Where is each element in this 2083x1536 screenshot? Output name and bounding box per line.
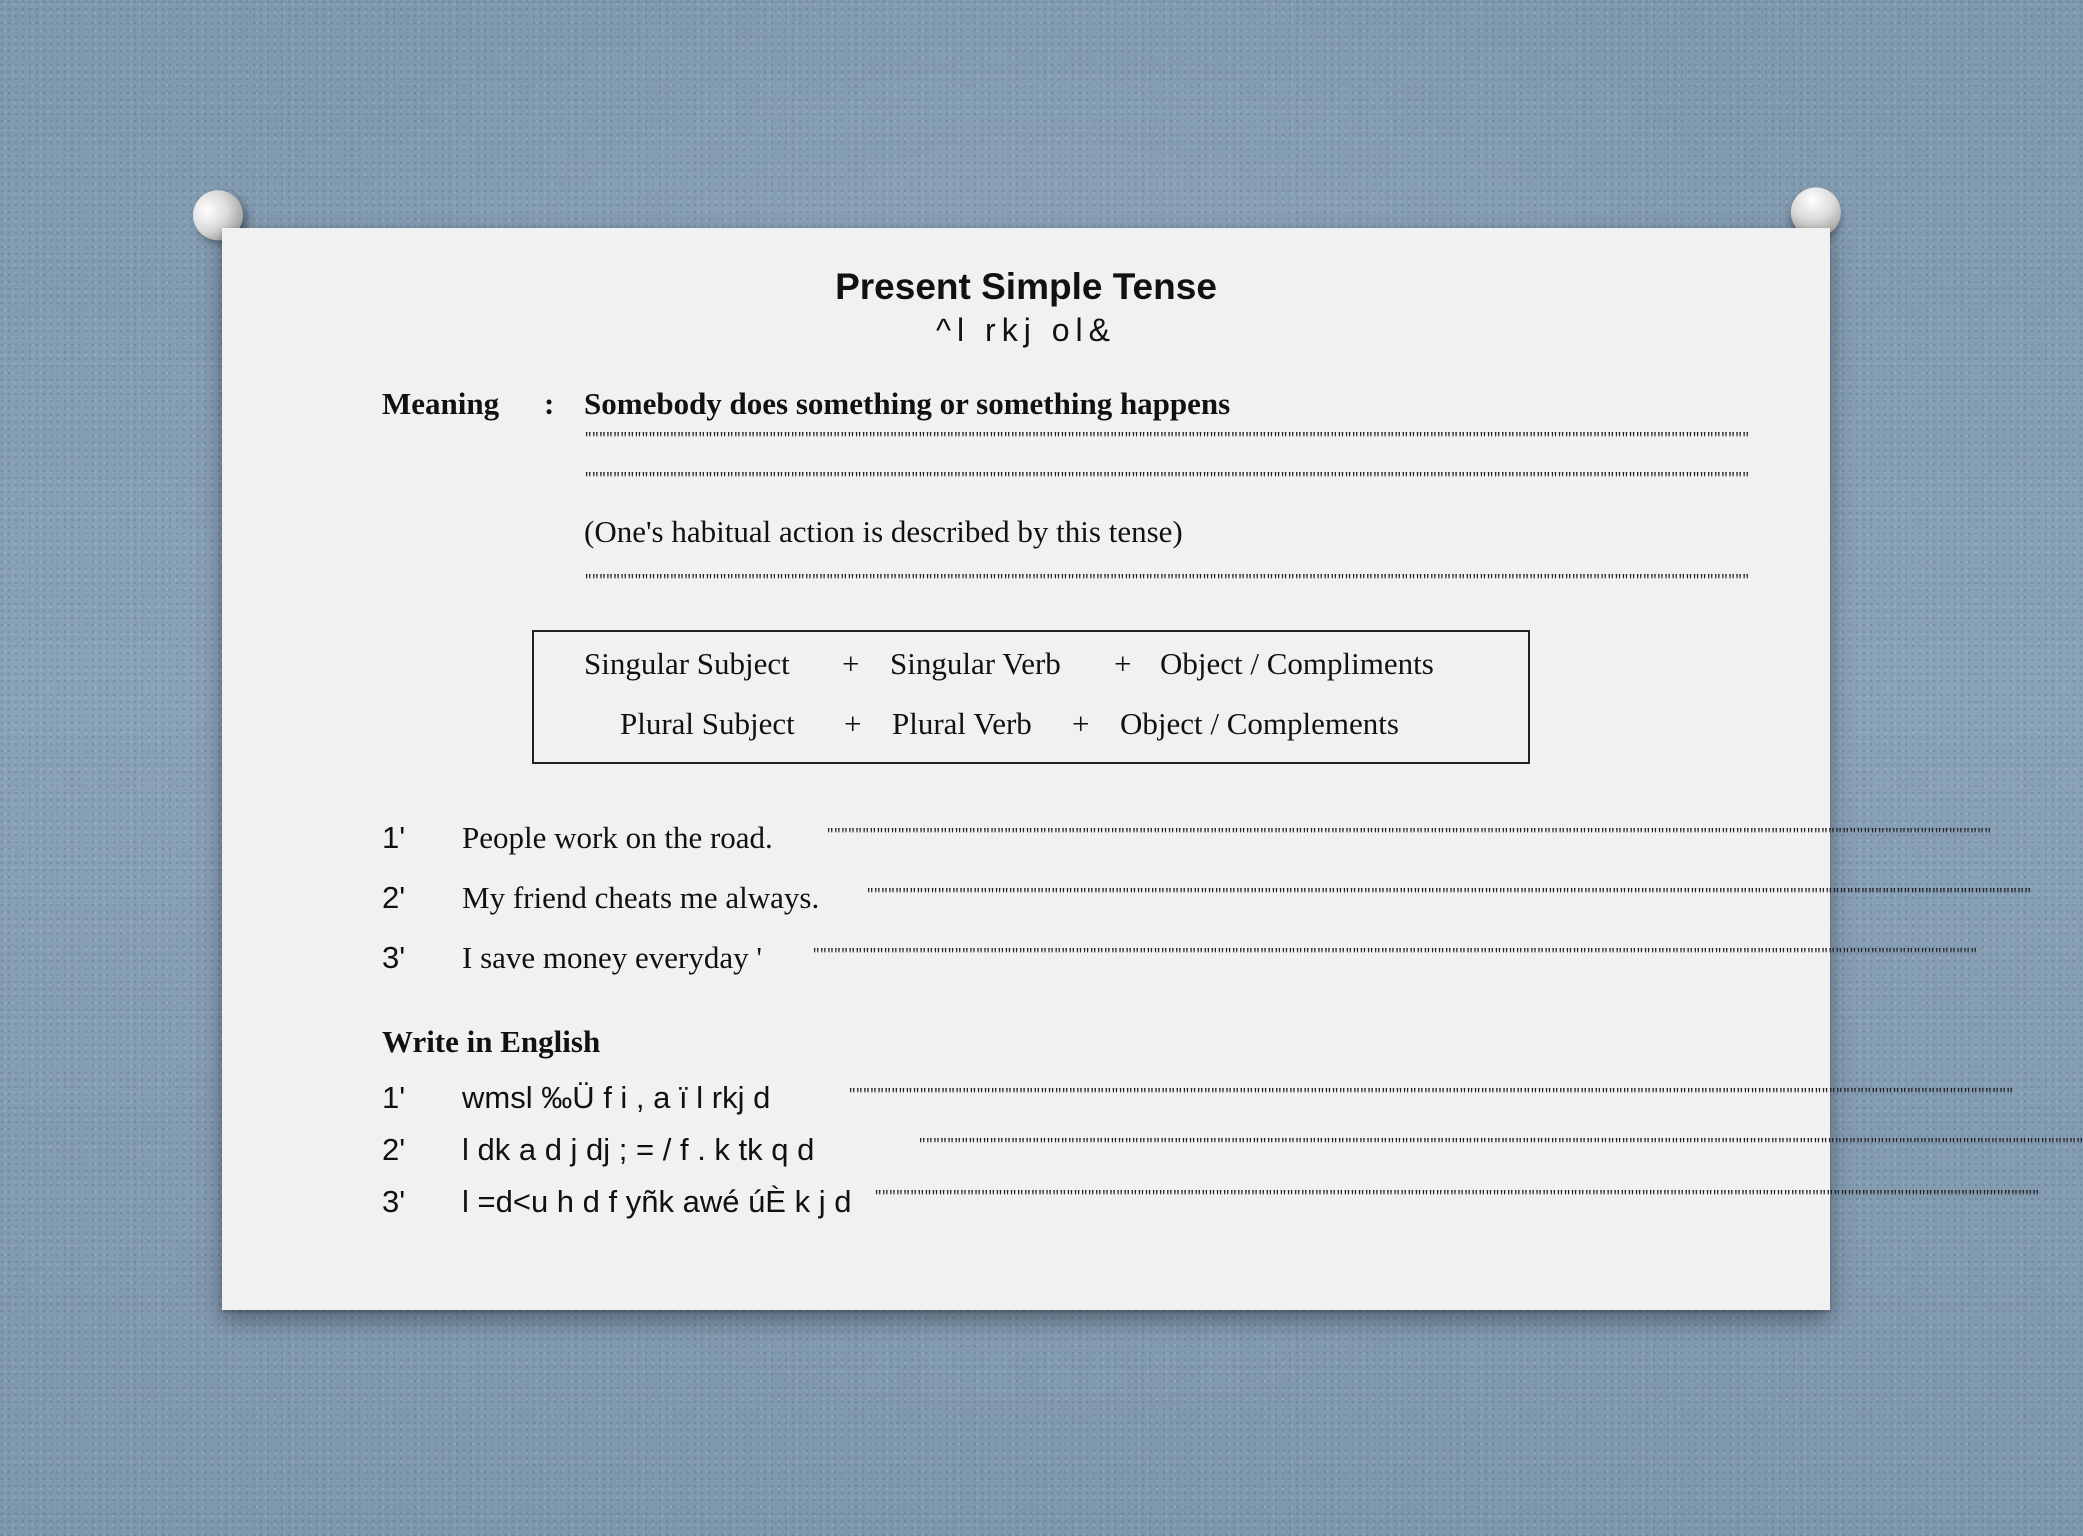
write-item-text: l =d<u h d f yñk awé úÈ k j d: [462, 1184, 852, 1219]
formula-plural-verb: Plural Verb: [892, 706, 1032, 741]
worksheet-paper: [222, 228, 2083, 1310]
answer-blank-line[interactable]: """""""""""""""""""""""""""""""""""""""""""""""""""""""""""""""""""""""""""""""""""""""""""""""""""""""""""""""""""""""""""""""""""""""""""""""""""""""""""""""""""": [918, 1137, 2083, 1153]
page-subtitle: ^l rkj ol&: [936, 312, 1116, 348]
example-number: 2': [382, 880, 406, 915]
meaning-colon: :: [544, 386, 555, 421]
example-sentence: I save money everyday ': [462, 940, 762, 975]
page-title: Present Simple Tense: [835, 266, 1217, 307]
write-heading: Write in English: [382, 1024, 601, 1059]
write-item-number: 1': [382, 1080, 406, 1115]
answer-blank-line[interactable]: """""""""""""""""""""""""""""""""""""""""""""""""""""""""""""""""""""""""""""""""""""""""""""""""""""""""""""""""""""""""""""""""""""""""""""""""""""""""""""""""""": [584, 573, 1749, 589]
answer-blank-line[interactable]: """""""""""""""""""""""""""""""""""""""""""""""""""""""""""""""""""""""""""""""""""""""""""""""""""""""""""""""""""""""""""""""""""""""""""""""""""""""""""""""""""": [584, 431, 1749, 447]
example-sentence: My friend cheats me always.: [462, 880, 820, 915]
formula-plus: +: [1072, 706, 1090, 741]
example-number: 3': [382, 940, 406, 975]
write-item-number: 2': [382, 1132, 406, 1167]
meaning-note: (One's habitual action is described by this tense): [584, 514, 1183, 549]
formula-plus: +: [1114, 646, 1132, 681]
answer-blank-line[interactable]: """""""""""""""""""""""""""""""""""""""""""""""""""""""""""""""""""""""""""""""""""""""""""""""""""""""""""""""""""""""""""""""""""""""""""""""""""""""""""""""""""": [848, 1087, 2013, 1103]
answer-blank-line[interactable]: """""""""""""""""""""""""""""""""""""""""""""""""""""""""""""""""""""""""""""""""""""""""""""""""""""""""""""""""""""""""""""""""""""""""""""""""""""""""""""""""""": [826, 827, 1991, 843]
example-number: 1': [382, 820, 406, 855]
formula-plural-subject: Plural Subject: [620, 706, 795, 741]
answer-blank-line[interactable]: """""""""""""""""""""""""""""""""""""""""""""""""""""""""""""""""""""""""""""""""""""""""""""""""""""""""""""""""""""""""""""""""""""""""""""""""""""""""""""""""""": [812, 947, 1977, 963]
write-item-text: wmsl ‰Ü f i , a ï l rkj d: [462, 1080, 771, 1115]
answer-blank-line[interactable]: """""""""""""""""""""""""""""""""""""""""""""""""""""""""""""""""""""""""""""""""""""""""""""""""""""""""""""""""""""""""""""""""""""""""""""""""""""""""""""""""""": [584, 471, 1749, 487]
write-item-number: 3': [382, 1184, 406, 1219]
formula-plus: +: [844, 706, 862, 741]
example-sentence: People work on the road.: [462, 820, 773, 855]
meaning-text: Somebody does something or something happens: [584, 386, 1231, 421]
write-item-text: l dk a d j dj ; = / f . k tk q d: [462, 1132, 815, 1167]
formula-plus: +: [842, 646, 860, 681]
formula-singular-verb: Singular Verb: [890, 646, 1061, 681]
formula-object: Object / Compliments: [1160, 646, 1434, 681]
formula-singular-subject: Singular Subject: [584, 646, 790, 681]
formula-object: Object / Complements: [1120, 706, 1399, 741]
meaning-label: Meaning: [382, 386, 500, 421]
answer-blank-line[interactable]: """""""""""""""""""""""""""""""""""""""""""""""""""""""""""""""""""""""""""""""""""""""""""""""""""""""""""""""""""""""""""""""""""""""""""""""""""""""""""""""""""": [866, 887, 2031, 903]
answer-blank-line[interactable]: """""""""""""""""""""""""""""""""""""""""""""""""""""""""""""""""""""""""""""""""""""""""""""""""""""""""""""""""""""""""""""""""""""""""""""""""""""""""""""""""""": [874, 1189, 2039, 1205]
